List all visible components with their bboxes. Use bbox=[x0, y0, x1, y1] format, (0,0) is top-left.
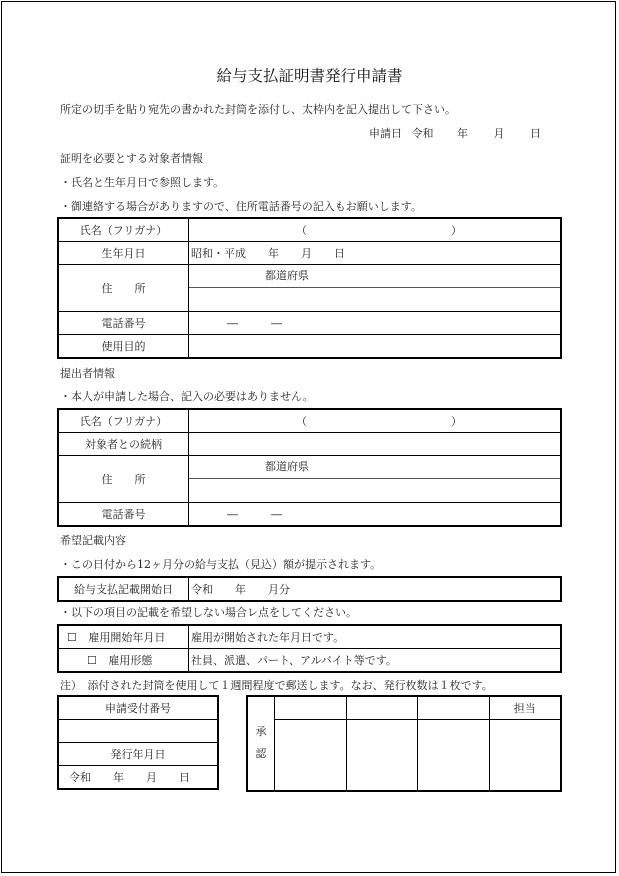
approval-stamp-1[interactable] bbox=[275, 720, 347, 791]
options-table bbox=[58, 625, 561, 672]
option-row-employment-start[interactable] bbox=[59, 626, 189, 649]
application-date-era: 令和 bbox=[411, 127, 434, 140]
subject-phone-label: 電話番号 bbox=[59, 312, 189, 335]
page-title: 給与支払証明書発行申請書 bbox=[216, 67, 403, 85]
issue-value: 令和 年 月 日 bbox=[69, 771, 190, 784]
submitter-table bbox=[58, 409, 561, 526]
start-date-label: 給与支払記載開始日 bbox=[59, 578, 189, 601]
subject-prefecture-row bbox=[189, 265, 560, 288]
subject-phone-field[interactable] bbox=[189, 312, 561, 335]
footnote: 注） 添付された封筒を使用して１週間程度で郵送します。なお、発行枚数は１枚です。 bbox=[60, 679, 493, 692]
subject-address-label: 住 所 bbox=[59, 265, 189, 312]
checkbox-icon[interactable]: ☐ bbox=[87, 654, 97, 667]
submitter-relation-label: 対象者との続柄 bbox=[59, 433, 189, 456]
office-receipt-box bbox=[58, 696, 218, 789]
submitter-address-field[interactable] bbox=[189, 456, 561, 503]
receipt-label: 申請受付番号 bbox=[59, 697, 218, 720]
intro-text: 所定の切手を貼り宛先の書かれた封筒を添付し、太枠内を記入提出して下さい。 bbox=[60, 103, 456, 116]
approval-char-2: 認 bbox=[255, 747, 267, 760]
submitter-address-label: 住 所 bbox=[59, 456, 189, 503]
desired-heading: 希望記載内容 bbox=[60, 534, 126, 547]
submitter-phone-value: ― ― bbox=[227, 508, 282, 521]
approval-header-3 bbox=[418, 697, 490, 720]
submitter-relation-field[interactable] bbox=[189, 433, 561, 456]
person-label: 担当 bbox=[489, 697, 561, 720]
subject-birth-label: 生年月日 bbox=[59, 242, 189, 265]
approval-box bbox=[247, 696, 561, 791]
submitter-prefecture: 都道府県 bbox=[265, 460, 309, 473]
subject-purpose-label: 使用目的 bbox=[59, 335, 189, 358]
subject-heading: 証明を必要とする対象者情報 bbox=[60, 152, 203, 165]
approval-header-1 bbox=[275, 697, 347, 720]
submitter-prefecture-row bbox=[189, 456, 560, 479]
application-date-label: 申請日 bbox=[369, 127, 402, 140]
application-date bbox=[369, 125, 541, 141]
subject-name-field[interactable] bbox=[189, 219, 561, 242]
approval-label bbox=[248, 697, 275, 791]
subject-table bbox=[58, 218, 561, 358]
option-label-employment-type: 雇用形態 bbox=[108, 654, 153, 667]
subject-address-field[interactable] bbox=[189, 265, 561, 312]
option-desc-employment-type bbox=[189, 649, 561, 672]
application-date-year: 年 bbox=[457, 127, 468, 140]
submitter-note: ・本人が申請した場合、記入の必要はありません。 bbox=[60, 390, 314, 403]
start-date-value: 令和 年 月分 bbox=[191, 583, 290, 596]
option-row-employment-type[interactable] bbox=[59, 649, 189, 672]
paren-open: （ bbox=[296, 415, 307, 428]
subject-prefecture: 都道府県 bbox=[265, 269, 309, 282]
subject-birth-value: 昭和・平成 年 月 日 bbox=[191, 247, 345, 260]
application-date-day: 日 bbox=[530, 127, 541, 140]
desired-note-1: ・この日付から12ヶ月分の給与支払（見込）額が提示されます。 bbox=[60, 558, 382, 571]
submitter-phone-label: 電話番号 bbox=[59, 503, 189, 526]
subject-note-2: ・御連絡する場合がありますので、住所電話番号の記入もお願いします。 bbox=[60, 200, 422, 213]
option-desc-text: 雇用が開始された年月日です。 bbox=[191, 631, 345, 644]
issue-field[interactable] bbox=[59, 766, 218, 789]
checkbox-icon[interactable]: ☐ bbox=[67, 631, 77, 644]
approval-stamp-2[interactable] bbox=[346, 720, 418, 791]
option-label-employment-start: 雇用開始年月日 bbox=[88, 631, 166, 644]
receipt-field[interactable] bbox=[59, 720, 218, 743]
issue-label: 発行年月日 bbox=[59, 743, 218, 766]
approval-stamp-4[interactable] bbox=[489, 720, 561, 791]
submitter-name-label: 氏名（フリガナ） bbox=[59, 410, 189, 433]
submitter-heading: 提出者情報 bbox=[60, 367, 115, 380]
submitter-name-field[interactable] bbox=[189, 410, 561, 433]
subject-purpose-field[interactable] bbox=[189, 335, 561, 358]
start-date-table bbox=[58, 577, 561, 601]
application-date-month: 月 bbox=[493, 127, 505, 140]
desired-note-2: ・以下の項目の記載を希望しない場合レ点をしてください。 bbox=[60, 606, 357, 619]
subject-name-label: 氏名（フリガナ） bbox=[59, 219, 189, 242]
start-date-field[interactable] bbox=[189, 578, 561, 601]
option-desc-employment-start bbox=[189, 626, 561, 649]
subject-note-1: ・氏名と生年月日で参照します。 bbox=[60, 176, 225, 189]
paren-open: （ bbox=[296, 224, 307, 237]
paren-close: ） bbox=[451, 415, 462, 428]
option-desc-text: 社員、派遣、パート、アルバイト等です。 bbox=[191, 654, 397, 667]
paren-close: ） bbox=[451, 224, 462, 237]
subject-birth-field[interactable] bbox=[189, 242, 561, 265]
subject-phone-value: ― ― bbox=[227, 317, 282, 330]
approval-stamp-3[interactable] bbox=[418, 720, 490, 791]
approval-header-2 bbox=[346, 697, 418, 720]
submitter-phone-field[interactable] bbox=[189, 503, 561, 526]
approval-char-1: 承 bbox=[255, 725, 267, 738]
